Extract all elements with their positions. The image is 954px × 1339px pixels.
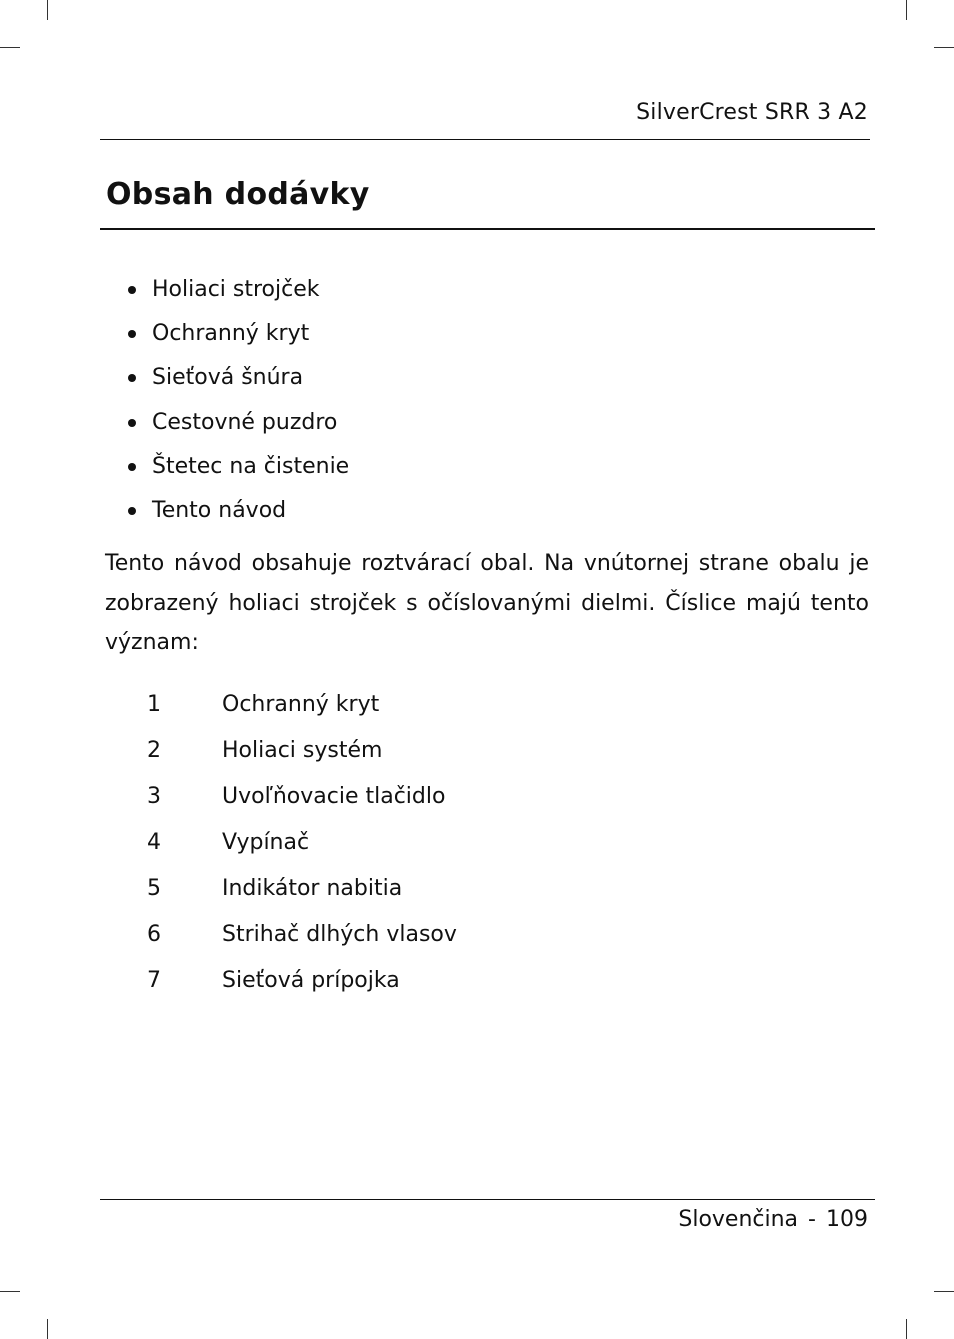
bullet-icon (128, 507, 136, 515)
part-number: 3 (147, 784, 161, 809)
list-item (128, 489, 349, 533)
page-footer (678, 1207, 868, 1232)
page-number: 109 (826, 1207, 868, 1232)
bullet-icon (128, 374, 136, 382)
intro-paragraph: Tento návod obsahuje roztvárací obal. Na vnútornej strane obalu je zobrazený holiaci strojček s očíslovanými dielmi. Číslice majú tento význam: (105, 551, 869, 655)
part-item (147, 958, 457, 1004)
part-label: Vypínač (222, 830, 310, 855)
crop-mark (47, 0, 48, 20)
crop-mark (47, 1319, 48, 1339)
bullet-icon (128, 330, 136, 338)
part-label: Ochranný kryt (222, 692, 380, 717)
list-item (128, 445, 349, 489)
part-number: 7 (147, 968, 161, 993)
list-item-label: Cestovné puzdro (152, 409, 338, 435)
list-item (128, 401, 349, 445)
title-divider (100, 228, 875, 230)
footer-separator: - (808, 1207, 816, 1232)
part-item (147, 682, 457, 728)
part-label: Indikátor nabitia (222, 876, 403, 901)
part-number: 2 (147, 738, 161, 763)
list-item-label: Holiaci strojček (152, 277, 320, 303)
part-label: Sieťová prípojka (222, 968, 400, 993)
crop-mark (934, 1291, 954, 1292)
part-label: Holiaci systém (222, 738, 383, 763)
part-label: Uvoľňovacie tlačidlo (222, 784, 446, 809)
part-item (147, 820, 457, 866)
list-item (128, 356, 349, 400)
part-item (147, 866, 457, 912)
part-item (147, 912, 457, 958)
crop-mark (906, 1319, 907, 1339)
bullet-icon (128, 463, 136, 471)
crop-mark (906, 0, 907, 20)
list-item-label: Sieťová šnúra (152, 365, 304, 391)
bullet-icon (128, 286, 136, 294)
list-item-label: Ochranný kryt (152, 321, 310, 347)
part-number: 5 (147, 876, 161, 901)
part-number: 6 (147, 922, 161, 947)
list-item (128, 312, 349, 356)
part-item (147, 774, 457, 820)
crop-mark (0, 1291, 20, 1292)
list-item-label: Štetec na čistenie (152, 453, 350, 479)
part-number: 4 (147, 830, 161, 855)
section-title: Obsah dodávky (106, 177, 370, 212)
list-item-label: Tento návod (152, 498, 287, 524)
crop-mark (0, 47, 20, 48)
list-item (128, 268, 349, 312)
contents-list (128, 268, 349, 533)
part-item (147, 728, 457, 774)
part-number: 1 (147, 692, 161, 717)
running-header: SilverCrest SRR 3 A2 (636, 100, 868, 125)
bullet-icon (128, 419, 136, 427)
parts-list (147, 682, 457, 1004)
footer-language: Slovenčina (678, 1207, 799, 1232)
part-label: Strihač dlhých vlasov (222, 922, 457, 947)
header-divider (100, 139, 870, 140)
footer-divider (100, 1199, 875, 1200)
crop-mark (934, 47, 954, 48)
